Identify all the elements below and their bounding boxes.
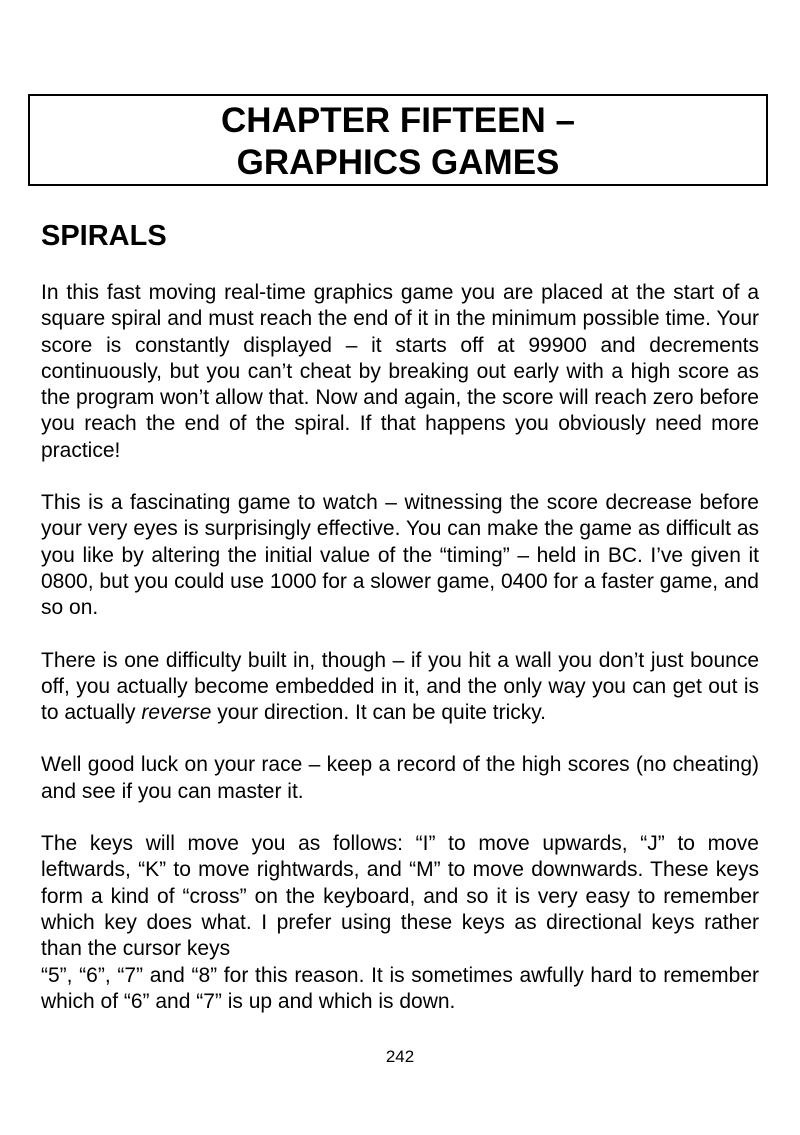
paragraph-3	[41, 648, 759, 727]
page-number: 242	[385, 1047, 415, 1066]
paragraph-4: Well good luck on your race – keep a record of the high scores (no cheating) and see if you can master it.	[41, 753, 759, 803]
paragraph-5	[41, 831, 759, 1015]
paragraph-3-text-before: There is one difficulty built in, though – if you hit a wall you don’t just bounce off, you actually become embedded in it, and the only way you can get out is to actually	[41, 648, 759, 725]
paragraph-3-text-after: your direction. It can be quite tricky.	[211, 701, 547, 725]
chapter-title-line-2: GRAPHICS GAMES	[236, 143, 560, 182]
paragraph-1: In this fast moving real-time graphics game you are placed at the start of a square spiral and must reach the end of it in the minimum possible time. Your score is constantly displayed – it starts off at 99900 and decrements continuously, but you can’t cheat by breaking out early with a high score as the program won’t allow that. Now and again, the score will reach zero before you reach the end of the spiral. If that happens you obviously need more practice!	[41, 281, 759, 462]
chapter-title-box	[28, 94, 768, 186]
section-heading: SPIRALS	[41, 220, 167, 252]
paragraph-5-part-2: “5”, “6”, “7” and “8” for this reason. It is sometimes awfully hard to remember which of “6” and “7” is up and which is down.	[41, 963, 759, 1013]
emphasis-reverse: reverse	[141, 701, 212, 725]
chapter-title-line-1: CHAPTER FIFTEEN –	[221, 101, 575, 140]
body-text	[41, 280, 759, 1015]
paragraph-2: This is a fascinating game to watch – witnessing the score decrease before your very eyes is surprisingly effective. You can make the game as difficult as you like by altering the initial value of the “timing” – held in BC. I’ve given it 0800, but you could use 1000 for a slower game, 0400 for a faster game, and so on.	[41, 491, 759, 620]
paragraph-5-part-1: The keys will move you as follows: “I” to move upwards, “J” to move leftwards, “K” to move rightwards, and “M” to move downwards. These keys form a kind of “cross” on the keyboard, and so it is very easy to remember which key does what. I prefer using these keys as directional keys rather than the cursor keys	[41, 832, 759, 961]
